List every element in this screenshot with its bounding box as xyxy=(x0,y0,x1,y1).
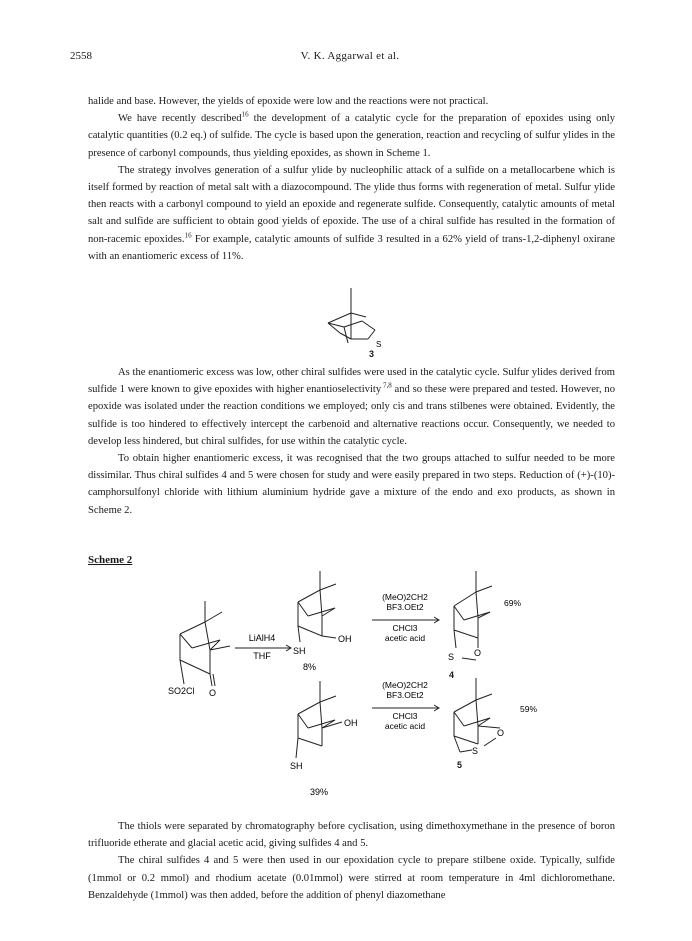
endo-thiol-structure xyxy=(293,571,352,672)
paragraph-3: The strategy involves generation of a sulfur ylide by nucleophilic attack of a sulfide on a metallocarbene which is itself formed by reaction of metal salt with a diazocompound. The ylide thus forms with regeneration of metal. Sulfur ylide then reacts with a carbonyl compound to yield an epoxide and regenerate sulfide. Consequently, catalytic amounts of metal salt and sulfide are sufficient to obtain good yields of epoxide. The use of a chiral sulfide has resulted in the formation of non-racemic epoxides.$^{16}$ For example, catalytic amounts of sulfide 3 resulted in a 62% yield of trans-1,2-diphenyl oxirane with an enantiomeric excess of 11%. xyxy=(88,164,615,262)
cond-b-chcl3: CHCl3 xyxy=(392,711,418,721)
paragraph-6: The thiols were separated by chromatography before cyclisation, using dimethoxymethane in the presence of boron trifluoride etherate and glacial acetic acid, giving sulfides 4 and 5. xyxy=(88,821,615,850)
product-5-oxygen: O xyxy=(497,728,505,738)
product-4-oxygen: O xyxy=(474,648,482,658)
compound-3-structure xyxy=(318,283,398,363)
cond-a-dimethoxymethane: (MeO)2CH2 xyxy=(382,592,428,602)
endo-hydroxyl: OH xyxy=(338,634,352,644)
exo-yield: 39% xyxy=(310,787,329,797)
text-block-upper xyxy=(88,93,615,265)
paragraph-2: We have recently described$^{16}$ the development of a catalytic cycle for the preparation of epoxides using only catalytic quantities (0.2 eq.) of sulfide. The cycle is based upon the generation, reaction and recycling of sulfur ylides in the presence of carbonyl compounds, thus yielding epoxides, as shown in Scheme 1. xyxy=(88,110,616,159)
running-author: V. K. Aggarwal et al. xyxy=(300,50,400,62)
reference-16b: 16 xyxy=(184,231,192,240)
reagent-lialh4: LiAlH4 xyxy=(248,633,276,643)
scheme-2-diagram xyxy=(150,566,610,816)
product-5-yield: 59% xyxy=(520,704,538,714)
text-block-lower xyxy=(88,818,615,904)
page-header xyxy=(70,50,630,64)
reference-7-8: 7,8 xyxy=(381,381,392,390)
paragraph-7: The chiral sulfides 4 and 5 were then used in our epoxidation cycle to prepare stilbene oxide. Typically, sulfide (1mmol or 0.2 mmol) and rhodium acetate (0.01mmol) were stirred at room temperature in 4ml dichloromethane. Benzaldehyde (1mmol) was then added, before the addition of phenyl diazomethane xyxy=(88,855,615,901)
endo-thiol: SH xyxy=(293,646,306,656)
paragraph-5: To obtain higher enantiomeric excess, it was recognised that the two groups attached to sulfur needed to be more dissimilar. Thus chiral sulfides 4 and 5 were chosen for study and were easily prepared in two steps. Reduction of (+)-(10)-camphorsulfonyl chloride with lithium aluminium hydride gave a mixture of the endo and exo products, as shown in Scheme 2. xyxy=(88,453,615,516)
scheme-2-title: Scheme 2 xyxy=(88,554,133,566)
product-4-yield: 69% xyxy=(504,598,522,608)
exo-hydroxyl: OH xyxy=(344,718,358,728)
start-material-structure xyxy=(168,601,230,698)
page-number: 2558 xyxy=(70,50,92,62)
product-4-label: 4 xyxy=(449,670,455,680)
reference-16: 16 xyxy=(241,110,249,119)
endo-yield: 8% xyxy=(303,662,317,672)
cond-a-chcl3: CHCl3 xyxy=(392,623,418,633)
exo-thiol: SH xyxy=(290,761,303,771)
compound-3-label: 3 xyxy=(369,349,375,359)
product-5-sulfur: S xyxy=(472,746,479,756)
start-sulfonyl-group: SO2Cl xyxy=(168,686,195,696)
cond-b-bf3: BF3.OEt2 xyxy=(386,690,424,700)
cond-a-acetic-acid: acetic acid xyxy=(384,633,426,643)
cond-b-acetic-acid: acetic acid xyxy=(384,721,426,731)
text-block-middle xyxy=(88,364,615,519)
compound-3-sulfur: S xyxy=(376,340,382,349)
paragraph-1: halide and base. However, the yields of epoxide were low and the reactions were not practical. xyxy=(88,96,489,107)
product-5-label: 5 xyxy=(457,760,463,770)
reagent-thf: THF xyxy=(253,651,271,661)
product-4-structure xyxy=(448,571,521,662)
start-carbonyl-oxygen: O xyxy=(209,688,217,698)
product-4-sulfur: S xyxy=(448,652,455,662)
product-5-structure xyxy=(454,678,537,756)
exo-thiol-structure xyxy=(290,681,358,797)
cond-a-bf3: BF3.OEt2 xyxy=(386,602,424,612)
paragraph-4: As the enantiomeric excess was low, other chiral sulfides were used in the catalytic cycle. Sulfur ylides derived from sulfide 1 were known to give epoxides with higher enantioselectivity $^{7,8}$ and so these were prepared and tested. However, no epoxide was isolated under the reaction conditions we employed; only cis and trans stilbenes were obtained. Evidently, the sulfide is too hindered to effectively intercept the carbenoid and alternative reactions occur. Consequently, we needed to develop less hindered, but chiral sulfides, for use within the catalytic cycle. xyxy=(88,367,616,447)
cond-b-dimethoxymethane: (MeO)2CH2 xyxy=(382,680,428,690)
